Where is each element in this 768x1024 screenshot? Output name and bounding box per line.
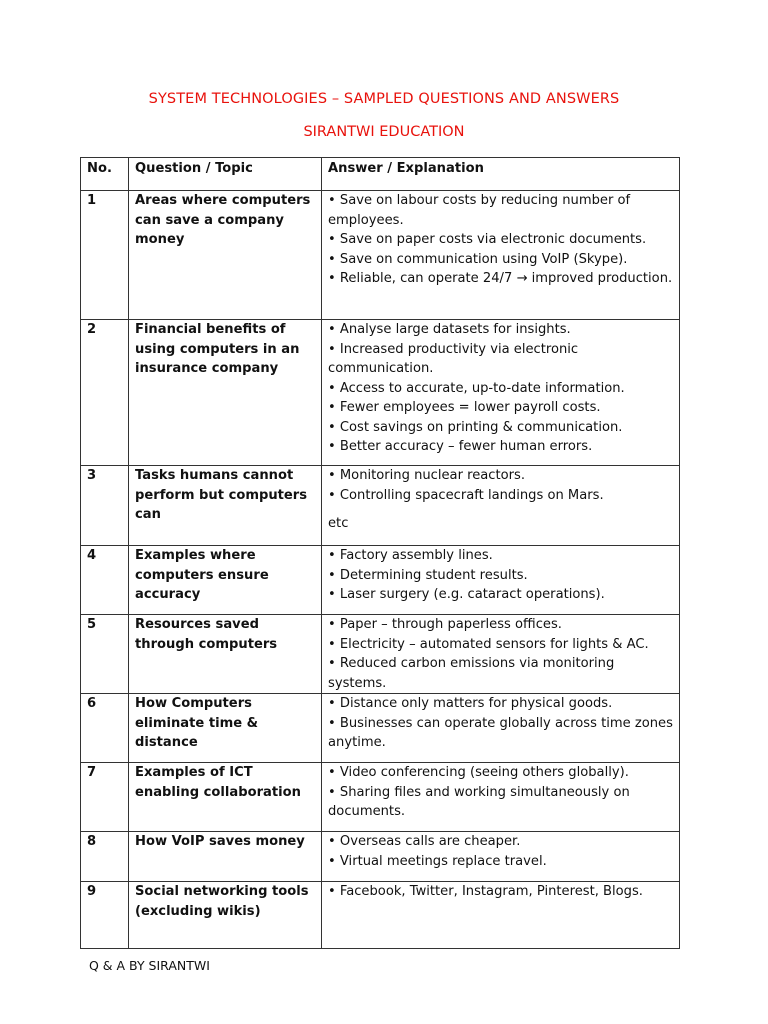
header-answer: Answer / Explanation [322,158,680,191]
row-number: 4 [81,546,129,615]
answer-etc: etc [328,516,349,531]
answer-line: • Determining student results. [328,567,528,583]
question-cell: How VoIP saves money [129,832,322,882]
table-row [81,546,680,615]
question-cell: How Computers eliminate time & distance [129,694,322,763]
answer-cell [322,615,680,694]
answer-line: • Fewer employees = lower payroll costs. [328,400,601,415]
answer-line: • Analyse large datasets for insights. [328,322,571,337]
table-row [81,763,680,832]
answer-line: • Factory assembly lines. [328,548,493,563]
answer-line: • Reliable, can operate 24/7 → improved production. [328,271,673,286]
header-question: Question / Topic [129,158,322,191]
answer-line: • Reduced carbon emissions via monitoring systems. [328,656,615,691]
answer-line: • Monitoring nuclear reactors. [328,468,526,483]
table-row [81,694,680,763]
question-cell: Examples of ICT enabling collaboration [129,763,322,832]
table-row [81,466,680,546]
row-number: 8 [81,832,129,882]
row-number: 9 [81,882,129,949]
table-row [81,615,680,694]
answer-line: • Save on paper costs via electronic documents. [328,232,647,247]
answer-cell [322,320,680,466]
answer-line: • Virtual meetings replace travel. [328,853,547,869]
answer-line: • Controlling spacecraft landings on Mars. [328,487,604,503]
answer-line: • Overseas calls are cheaper. [328,834,521,849]
answer-cell [322,694,680,763]
table-row [81,320,680,466]
table-header-row [81,158,680,191]
qa-table [80,157,680,949]
answer-line: • Distance only matters for physical goods. [328,696,613,711]
answer-line: • Save on communication using VoIP (Skype). [328,251,628,267]
question-cell: Areas where computers can save a company money [129,191,322,320]
answer-line: • Businesses can operate globally across time zones anytime. [328,715,673,750]
answer-cell [322,191,680,320]
answer-cell [322,546,680,615]
answer-cell [322,882,680,949]
answer-line: • Access to accurate, up-to-date information. [328,380,625,396]
header-no: No. [81,158,129,191]
answer-line: • Laser surgery (e.g. cataract operations). [328,587,605,602]
answer-cell [322,763,680,832]
answer-cell [322,466,680,546]
answer-line: • Facebook, Twitter, Instagram, Pinterest, Blogs. [328,884,643,899]
answer-line: • Video conferencing (seeing others globally). [328,765,629,780]
answer-line: • Sharing files and working simultaneously on documents. [328,784,630,819]
row-number: 1 [81,191,129,320]
answer-line: • Electricity – automated sensors for lights & AC. [328,636,649,652]
answer-line: • Save on labour costs by reducing number of employees. [328,193,631,228]
question-cell: Tasks humans cannot perform but computers can [129,466,322,546]
question-cell: Examples where computers ensure accuracy [129,546,322,615]
question-cell: Resources saved through computers [129,615,322,694]
page-footer: Q & A BY SIRANTWI [89,958,210,973]
answer-line: • Better accuracy – fewer human errors. [328,439,593,454]
row-number: 7 [81,763,129,832]
question-cell: Financial benefits of using computers in an insurance company [129,320,322,466]
answer-cell [322,832,680,882]
row-number: 5 [81,615,129,694]
row-number: 6 [81,694,129,763]
document-title: SYSTEM TECHNOLOGIES – SAMPLED QUESTIONS AND ANSWERS [148,91,620,107]
answer-line: • Cost savings on printing & communication. [328,419,623,435]
table-row [81,832,680,882]
table-row [81,882,680,949]
answer-line: • Paper – through paperless offices. [328,617,562,632]
question-cell: Social networking tools (excluding wikis) [129,882,322,949]
table-row [81,191,680,320]
row-number: 3 [81,466,129,546]
row-number: 2 [81,320,129,466]
document-subtitle: SIRANTWI EDUCATION [303,124,465,140]
answer-line: • Increased productivity via electronic communication. [328,341,579,376]
